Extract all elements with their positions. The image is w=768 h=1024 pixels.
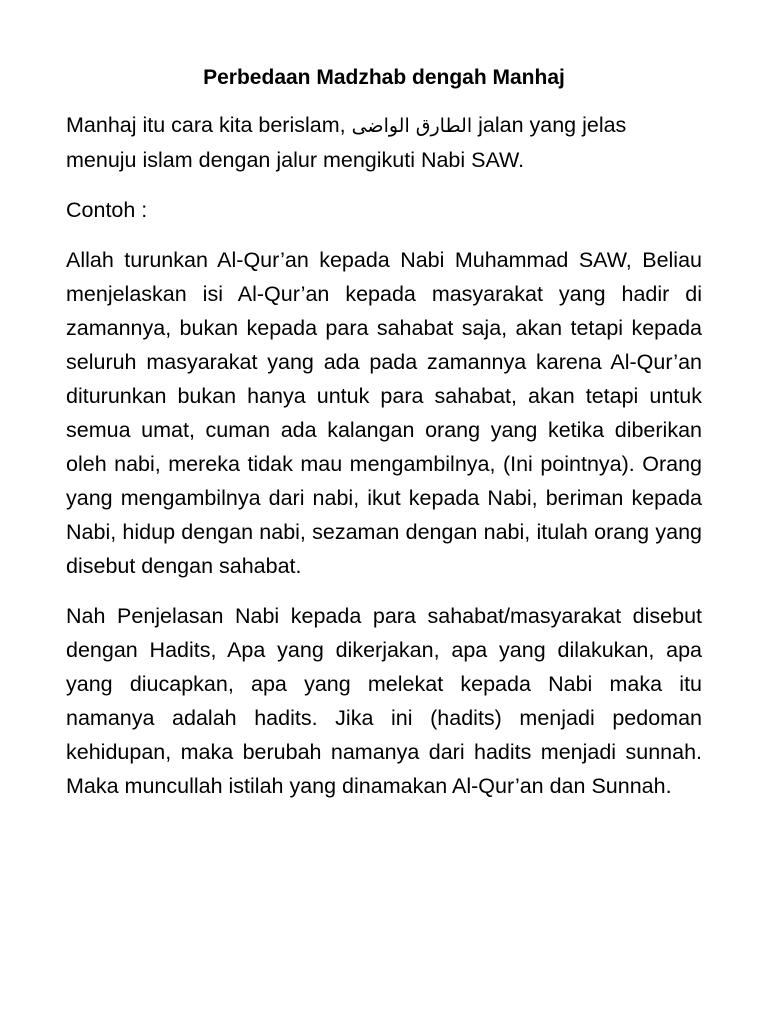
body-paragraph-2: Nah Penjelasan Nabi kepada para sahabat/masyarakat disebut dengan Hadits, Apa yang dikerjakan, apa yang dilakukan, apa yang diucapkan, apa yang melekat kepada Nabi maka itu namanya adalah hadits. Jika ini (hadits) menjadi pedoman kehidupan, maka berubah namanya dari hadits menjadi sunnah. Maka muncullah istilah yang dinamakan Al-Qur’an dan Sunnah. [66,604,702,798]
arabic-phrase: الطارق الواضى [351,115,473,137]
body-paragraph-1: Allah turunkan Al-Qur’an kepada Nabi Muhammad SAW, Beliau menjelaskan isi Al-Qur’an kepada masyarakat yang hadir di zamannya, bukan kepada para sahabat saja, akan tetapi kepada seluruh masyarakat yang ada pada zamannya karena Al-Qur’an diturunkan bukan hanya untuk para sahabat, akan tetapi untuk semua umat, cuman ada kalangan orang yang ketika diberikan oleh nabi, mereka tidak mau mengambilnya, (Ini pointnya). Orang yang mengambilnya dari nabi, ikut kepada Nabi, beriman kepada Nabi, hidup dengan nabi, sezaman dengan nabi, itulah orang yang disebut dengan sahabat. [66,248,702,578]
intro-text-end: jalan yang jelas menuju islam dengan jalur mengikuti Nabi SAW. [66,113,627,172]
intro-paragraph [66,108,702,177]
document-title: Perbedaan Madzhab dengah Manhaj [203,66,565,89]
intro-text-start: Manhaj itu cara kita berislam, [66,113,352,137]
contoh-label: Contoh : [66,198,148,222]
